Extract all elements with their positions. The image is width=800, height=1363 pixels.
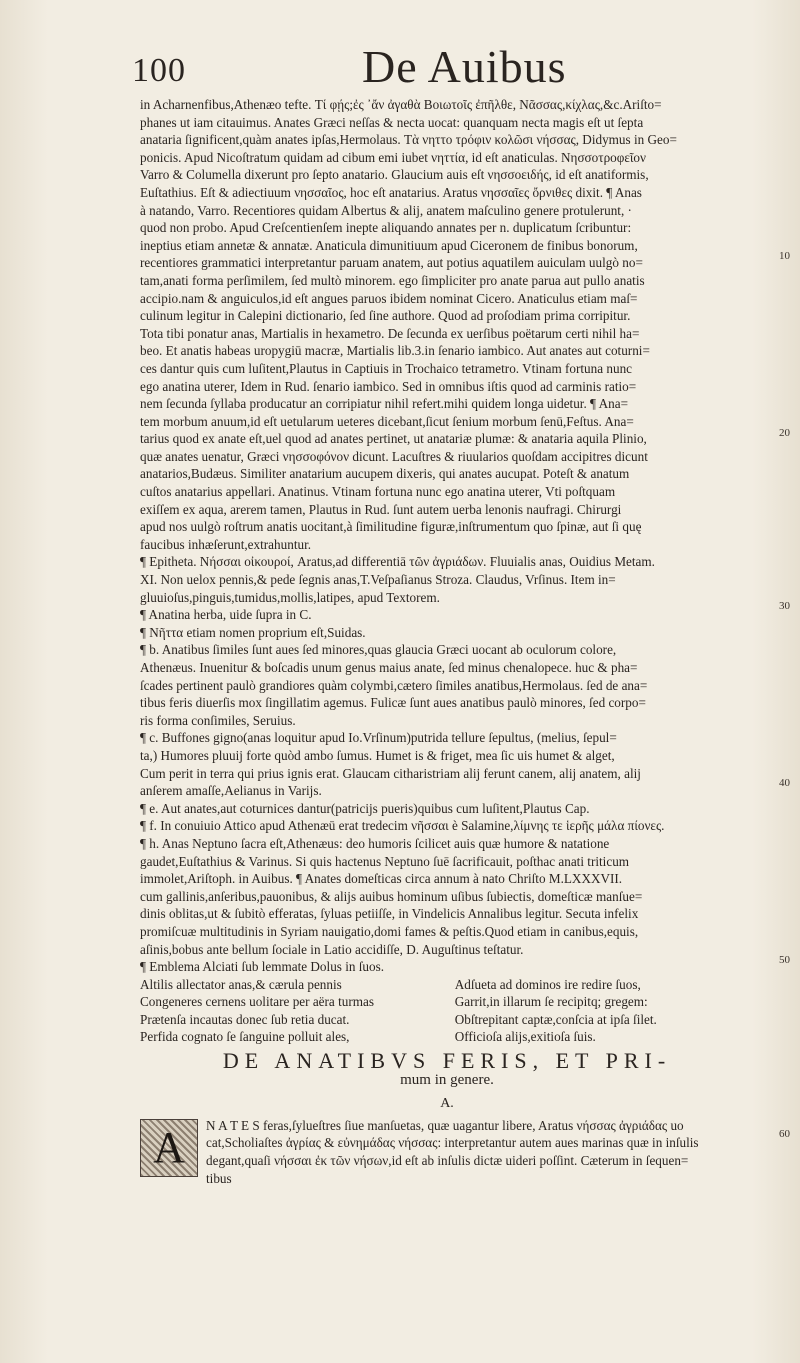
- verse-line: Obſtrepitant captæ,conſcia at ipſa ſilet.: [454, 1011, 657, 1027]
- text-line: tarius quod ex anate eſt,uel quod ad anates pertinet, ut anatariæ plumæ: & anataria aquila Plinio,: [140, 431, 647, 447]
- verse-right-column: [455, 976, 750, 1046]
- text-line: cuſtos anatarius appellari. Anatinus. Vtinam fortuna nunc ego anatina uterer, Vti poſtquam: [140, 484, 616, 500]
- section-letter: A.: [440, 1096, 454, 1112]
- verse-line: Prætenſa incautas donec ſub retia ducat.: [140, 1011, 350, 1027]
- text-line: ris forma conſimiles, Seruius.: [140, 712, 296, 728]
- text-line: nem ſecunda ſyllaba producatur an corripiatur nihil refert.mihi quidem longa uidetur. ¶ Ana=: [140, 396, 629, 412]
- verse-line: Altilis allectator anas,& cærula pennis: [140, 976, 342, 992]
- text-line: tibus feris diuerſis mox ſingillatim agemus. Fulicæ ſunt aues anatibus paulò minores, ſed corpo=: [140, 695, 646, 711]
- text-line: ¶ Anatina herba, uide ſupra in C.: [140, 607, 312, 623]
- text-line: anataria ſignificent,quàm anates ipſas,Hermolaus. Τὰ νηττο τρόφιν κολῶσι νήσσας, Didymus in Geo=: [140, 132, 677, 148]
- text-line: ¶ h. Anas Neptuno ſacra eſt,Athenæus: deo humoris ſcilicet auis quæ humore & natatione: [140, 835, 610, 851]
- margin-line-number: 10: [779, 250, 790, 262]
- text-line: quæ anates uenatur, Græci νησσοφόνον dicunt. Lacuſtres & riuularios quoſdam accipitres dicunt: [140, 448, 648, 464]
- text-line: culinum legitur in Calepini dictionario, ſed ſine authore. Quod ad proſodiam prima corripitur.: [140, 308, 631, 324]
- text-line: exiſſem ex aqua, arerem tamen, Plautus in Rud. ſunt autem uerba lenonis naufragi. Chirurgi: [140, 501, 622, 517]
- text-line: accipio.nam & anguiculos,id eſt angues paruos ibidem nominat Cicero. Anaticulus etiam maſ=: [140, 290, 638, 306]
- text-line: à natando, Varro. Recentiores quidam Albertus & alij, anatem maſculino genere protulerunt, ·: [140, 202, 632, 218]
- text-line: dinis oblitas,ut & ſubitò efferatas, ſyluas petiiſſe, in Vindelicis Annalibus legitur. Secuta infelix: [140, 906, 639, 922]
- text-line: ces dantur quis cum luſitent,Plautus in Captiuis in Trochaico tetrametro. Vtinam fortuna nunc: [140, 360, 633, 376]
- text-line: Cum perit in terra qui prius ignis erat. Glaucam citharistriam alij ferunt canem, alij anatem, alij: [140, 765, 641, 781]
- text-line: beo. Et anatis habeas uropygiū macræ, Martialis lib.3.in ſenario iambico. Aut anates aut coturni=: [140, 343, 650, 359]
- text-line: gluuioſus,pinguis,tumidus,mollis,latipes, apud Textorem.: [140, 589, 440, 605]
- text-line: phanes ut iam citauimus. Anates Græci neſſas & necta uocat: quanquam necta magis eſt ut ſepta: [140, 114, 644, 130]
- text-line: ¶ f. In conuiuio Attico apud Athenæū erat tredecim νῆσσαι è Salamine,λίμνης τε ἱερῆς μάλα πίονες.: [140, 818, 665, 834]
- page-title: De Auibus: [362, 41, 567, 92]
- text-line: ¶ Emblema Alciati ſub lemmate Dolus in ſuos.: [140, 959, 385, 975]
- text-line: ta,) Humores pluuij forte quòd ambo ſumus. Humet is & friget, mea ſic uis humet & alget,: [140, 747, 615, 763]
- text-line: ¶ b. Anatibus ſimiles ſunt aues ſed minores,quas glaucia Græci uocant ab oculorum colore,: [140, 642, 617, 658]
- text-line: aſinis,bobus ante bellum ſociale in Latio accidiſſe, D. Auguſtinus teſtatur.: [140, 941, 524, 957]
- text-line: faucibus inhæſerunt,extrahuntur.: [140, 536, 312, 552]
- text-line: ¶ e. Aut anates,aut coturnices dantur(patricijs pueris)quibus cum luſitent,Plautus Cap.: [140, 800, 590, 816]
- text-line: anſerem amaſſe,Aelianus in Varijs.: [140, 783, 322, 799]
- margin-line-number: 20: [779, 427, 790, 439]
- text-line: ¶ Νῆττα etiam nomen proprium eſt,Suidas.: [140, 624, 366, 640]
- margin-line-number: 60: [779, 1128, 790, 1140]
- text-line: Varro & Columella dixerunt pro ſepto anatario. Glaucium auis eſt νησσοειδής, id eſt anatiformis,: [140, 167, 649, 183]
- verse-line: Adſueta ad dominos ire redire ſuos,: [454, 976, 641, 992]
- section-subheading: mum in genere.: [400, 1071, 494, 1088]
- text-line: Tota tibi ponatur anas, Martialis in hexametro. De ſecunda ex uerſibus poëtarum certi nihil ha=: [140, 325, 640, 341]
- text-line: apud nos uulgò roſtrum anatis uocitant,à ſimilitudine figuræ,inſtrumentum quo ſpinæ, aut ſi quę: [140, 519, 642, 535]
- verse-left-column: [140, 976, 435, 1046]
- verse-line: Garrit,in illarum ſe recipitq; gregem:: [454, 994, 648, 1010]
- text-line: ineptius etiam annetæ & annatæ. Anaticula dimunitiuum apud Ciceronem de finibus bonorum,: [140, 237, 638, 253]
- text-line: ego anatina uterer, Idem in Rud. ſenario iambico. Sed in omnibus iſtis quod ad carminis ratio=: [140, 378, 637, 394]
- text-line: promiſcuæ multitudinis in Syriam nauigatio,domi fames & peſtis.Quod etiam in canibus,equis,: [140, 923, 639, 939]
- text-line: ponicis. Apud Nicoſtratum quidam ad cibum emi iubet νηττία, id eſt anaticulas. Νησσοτροφεῖον: [140, 149, 646, 165]
- page-header: [132, 41, 730, 94]
- text-line: cum gallinis,anſeribus,pauonibus, & alijs auibus hominum uſibus ſubiectis, domeſticæ manſue=: [140, 888, 643, 904]
- margin-line-number: 30: [779, 600, 790, 612]
- verse-line: Congeneres cernens uolitare per aëra turmas: [140, 994, 374, 1010]
- text-line: XI. Non uelox pennis,& pede ſegnis anas,T.Veſpaſianus Stroza. Claudus, Vrſinus. Item in=: [140, 572, 616, 588]
- verse-line: Perfida cognato ſe ſanguine polluit ales,: [140, 1029, 350, 1045]
- text-line: ¶ c. Buffones gigno(anas loquitur apud Io.Vrſinum)putrida tellure ſepultus, (melius, ſepul=: [140, 730, 617, 746]
- text-line: ¶ Epitheta. Νήσσαι οἰκουροί, Aratus,ad differentiā τῶν ἀγριάδων. Fluuialis anas, Ouidius Metam.: [140, 554, 655, 570]
- section-text-line: tibus: [206, 1170, 232, 1186]
- section-text-line: N A T E S feras,ſylueſtres ſiue manſuetas, quæ uagantur libere, Aratus νήσσας ἀγριάδας uo: [206, 1117, 684, 1133]
- text-line: gaudet,Euſtathius & Varinus. Si quis hactenus Neptuno ſuē ſacrificauit, poſthac anati triticum: [140, 853, 630, 869]
- text-line: immolet,Ariſtoph. in Auibus. ¶ Anates domeſticas circa annum à nato Chriſto M.LXXXVII.: [140, 871, 623, 887]
- page-number: 100: [132, 52, 186, 89]
- text-line: ſcades pertinent paulò grandiores quàm colymbi,cætero ſimiles anatibus,Hermolaus. ſed de ana=: [140, 677, 648, 693]
- text-line: quod non probo. Apud Creſcentienſem inepte aliquando annates per n. duplicatum ſcribuntur:: [140, 220, 632, 236]
- emblem-verse: [140, 976, 754, 1046]
- text-line: Euſtathius. Eſt & adiectiuum νησσαῖος, hoc eſt anatarius. Aratus νησσαῖες ὄρνιθες dixit. ¶ Anas: [140, 184, 642, 200]
- text-line: anatarios,Budæus. Similiter anatarium aucupem dixeris, qui anates aucupat. Poteſt & anatum: [140, 466, 630, 482]
- margin-line-number: 40: [779, 777, 790, 789]
- text-line: recentiores grammatici interpretantur paruam anatem, aut potius aquatilem auiculam uulgò no=: [140, 255, 643, 271]
- text-line: tem morbum anuum,id eſt uetularum ueteres dicebant,ſicut ſenium morbum ſenū,Feſtus. Ana=: [140, 413, 634, 429]
- text-line: in Acharnenfibus,Athenæo tefte. Τί φῄς;ἐς ᾿ἄν ἀγαθὰ Βοιωτοῖς ἐπῆλθε, Νᾶσσας,κίχλας,&c.Ariſto=: [140, 97, 662, 112]
- margin-line-number: 50: [779, 954, 790, 966]
- main-text: [140, 96, 754, 1187]
- decorated-initial: A: [140, 1119, 198, 1177]
- section-text-line: degant,quaſi νήσσαι ἐκ τῶν νήσων,id eſt ab inſulis dictæ uideri poſſint. Cæterum in ſequen=: [206, 1153, 689, 1169]
- section-heading: DE ANATIBVS FERIS, ET PRI-: [222, 1048, 672, 1074]
- verse-line: Officioſa alijs,exitioſa ſuis.: [454, 1029, 596, 1045]
- text-line: Athenæus. Inuenitur & boſcadis unum genus maius anate, ſed minus chenalopece. huc & pha=: [140, 660, 638, 675]
- text-line: tam,anati forma perſimilem, ſed multò minorem. ego ſimpliciter pro anate parua aut pullo anatis: [140, 272, 645, 288]
- section-text-line: cat,Scholiaſtes ἀγρίας & εὐνημάδας νήσσας: interpretantur autem aues marinas quæ in inſulis: [206, 1135, 699, 1151]
